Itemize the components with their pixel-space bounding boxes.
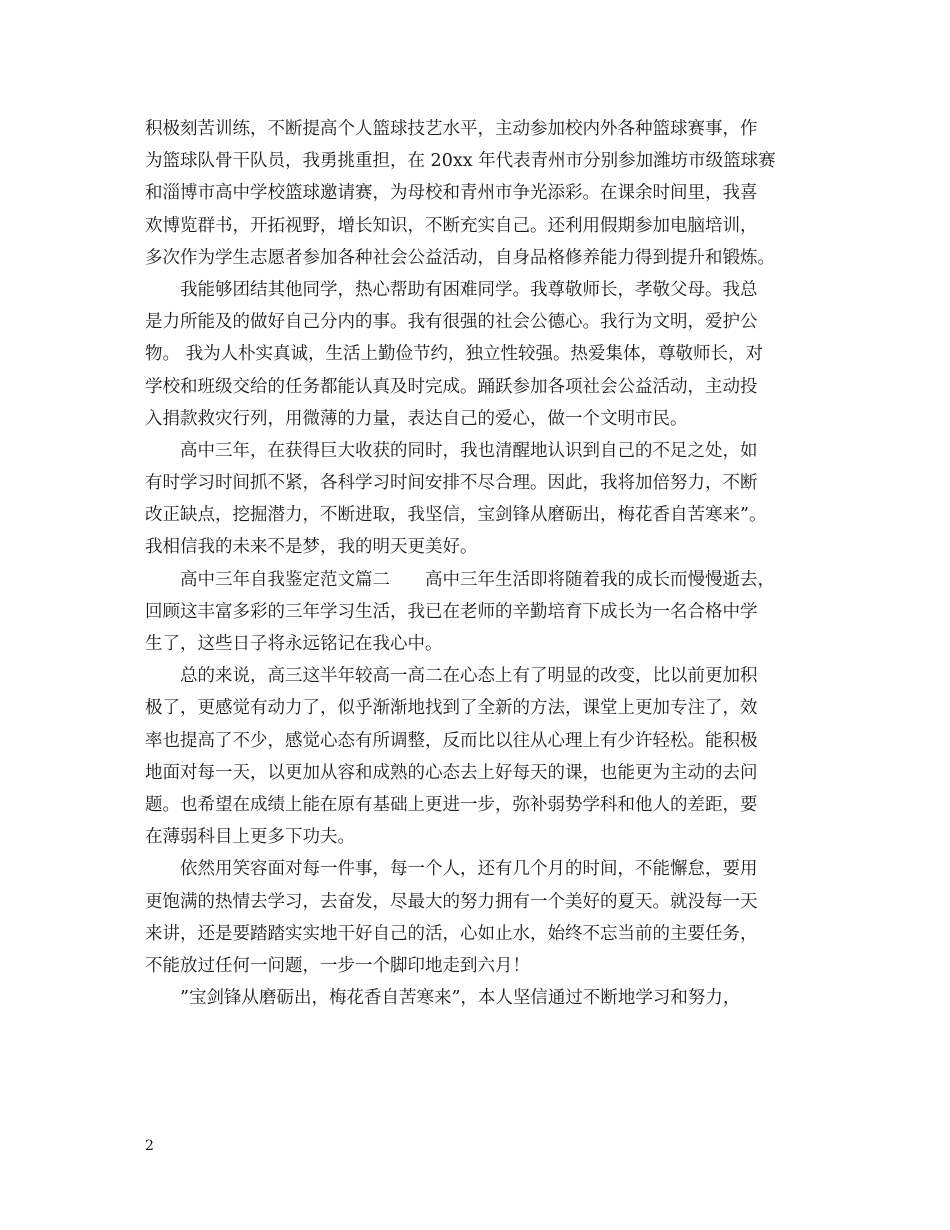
- text-line: 更饱满的热情去学习，去奋发，尽最大的努力拥有一个美好的夏天。就没每一天: [145, 891, 758, 912]
- paragraph-start-line: ”宝剑锋从磨砺出，梅花香自苦寒来”，本人坚信通过不断地学习和努力，: [180, 988, 741, 1009]
- text-line: 在薄弱科目上更多下功夫。: [145, 827, 355, 848]
- text-line: 极了，更感觉有动力了，似乎渐渐地找到了全新的方法，课堂上更加专注了，效: [145, 698, 758, 719]
- text-line: 和淄博市高中学校篮球邀请赛，为母校和青州市争光添彩。在课余时间里，我喜: [145, 183, 758, 204]
- text-line: 有时学习时间抓不紧，各科学习时间安排不尽合理。因此，我将加倍努力，不断: [145, 473, 758, 494]
- text-line: 是力所能及的做好自己分内的事。我有很强的社会公德心。我行为文明，爱护公: [145, 312, 758, 333]
- paragraph-start-line: 总的来说，高三这半年较高一高二在心态上有了明显的改变，比以前更加积: [180, 666, 758, 687]
- text-line: 欢博览群书，开拓视野，增长知识，不断充实自己。还利用假期参加电脑培训，: [145, 215, 758, 236]
- text-line: 物。 我为人朴实真诚，生活上勤俭节约，独立性较强。热爱集体，尊敬师长，对: [145, 344, 764, 365]
- text-line: 入捐款救灾行列，用微薄的力量，表达自己的爱心，做一个文明市民。: [145, 408, 688, 429]
- text-line: 改正缺点，挖掘潜力，不断进取，我坚信，宝剑锋从磨砺出，梅花香自苦寒来”。: [145, 505, 767, 526]
- text-line: 不能放过任何一问题，一步一个脚印地走到六月！: [145, 955, 530, 976]
- text-line: 地面对每一天，以更加从容和成熟的心态去上好每天的课，也能更为主动的去问: [145, 762, 758, 783]
- paragraph-start-line: 高中三年，在获得巨大收获的同时，我也清醒地认识到自己的不足之处，如: [180, 440, 758, 461]
- text-line: 积极刻苦训练，不断提高个人篮球技艺水平，主动参加校内外各种篮球赛事，作: [145, 119, 758, 139]
- text-line: 来讲，还是要踏踏实实地干好自己的活，心如止水，始终不忘当前的主要任务，: [145, 923, 758, 944]
- body-text: [145, 113, 825, 1014]
- paragraph-start-line: 高中三年自我鉴定范文篇二 高中三年生活即将随着我的成长而慢慢逝去，: [180, 569, 775, 590]
- paragraph-start-line: 依然用笑容面对每一件事，每一个人，还有几个月的时间，不能懈怠，要用: [180, 859, 758, 880]
- paragraph-start-line: 我能够团结其他同学，热心帮助有困难同学。我尊敬师长，孝敬父母。我总: [180, 279, 758, 300]
- text-line: 生了，这些日子将永远铭记在我心中。: [145, 634, 443, 654]
- text-line: 为篮球队骨干队员，我勇挑重担，在 20xx 年代表青州市分别参加潍坊市级篮球赛: [145, 151, 776, 172]
- text-line: 我相信我的未来不是梦，我的明天更美好。: [145, 537, 478, 558]
- text-line: 学校和班级交给的任务都能认真及时完成。踊跃参加各项社会公益活动，主动投: [145, 376, 758, 397]
- page-number: 2: [145, 1138, 154, 1154]
- text-line: 回顾这丰富多彩的三年学习生活，我已在老师的辛勤培育下成长为一名合格中学: [145, 601, 758, 622]
- text-line: 题。也希望在成绩上能在原有基础上更进一步，弥补弱势学科和他人的差距，要: [145, 794, 758, 815]
- text-line: 率也提高了不少，感觉心态有所调整，反而比以往从心理上有少许轻松。能积极: [145, 730, 758, 751]
- text-line: 多次作为学生志愿者参加各种社会公益活动，自身品格修养能力得到提升和锻炼。: [145, 247, 775, 268]
